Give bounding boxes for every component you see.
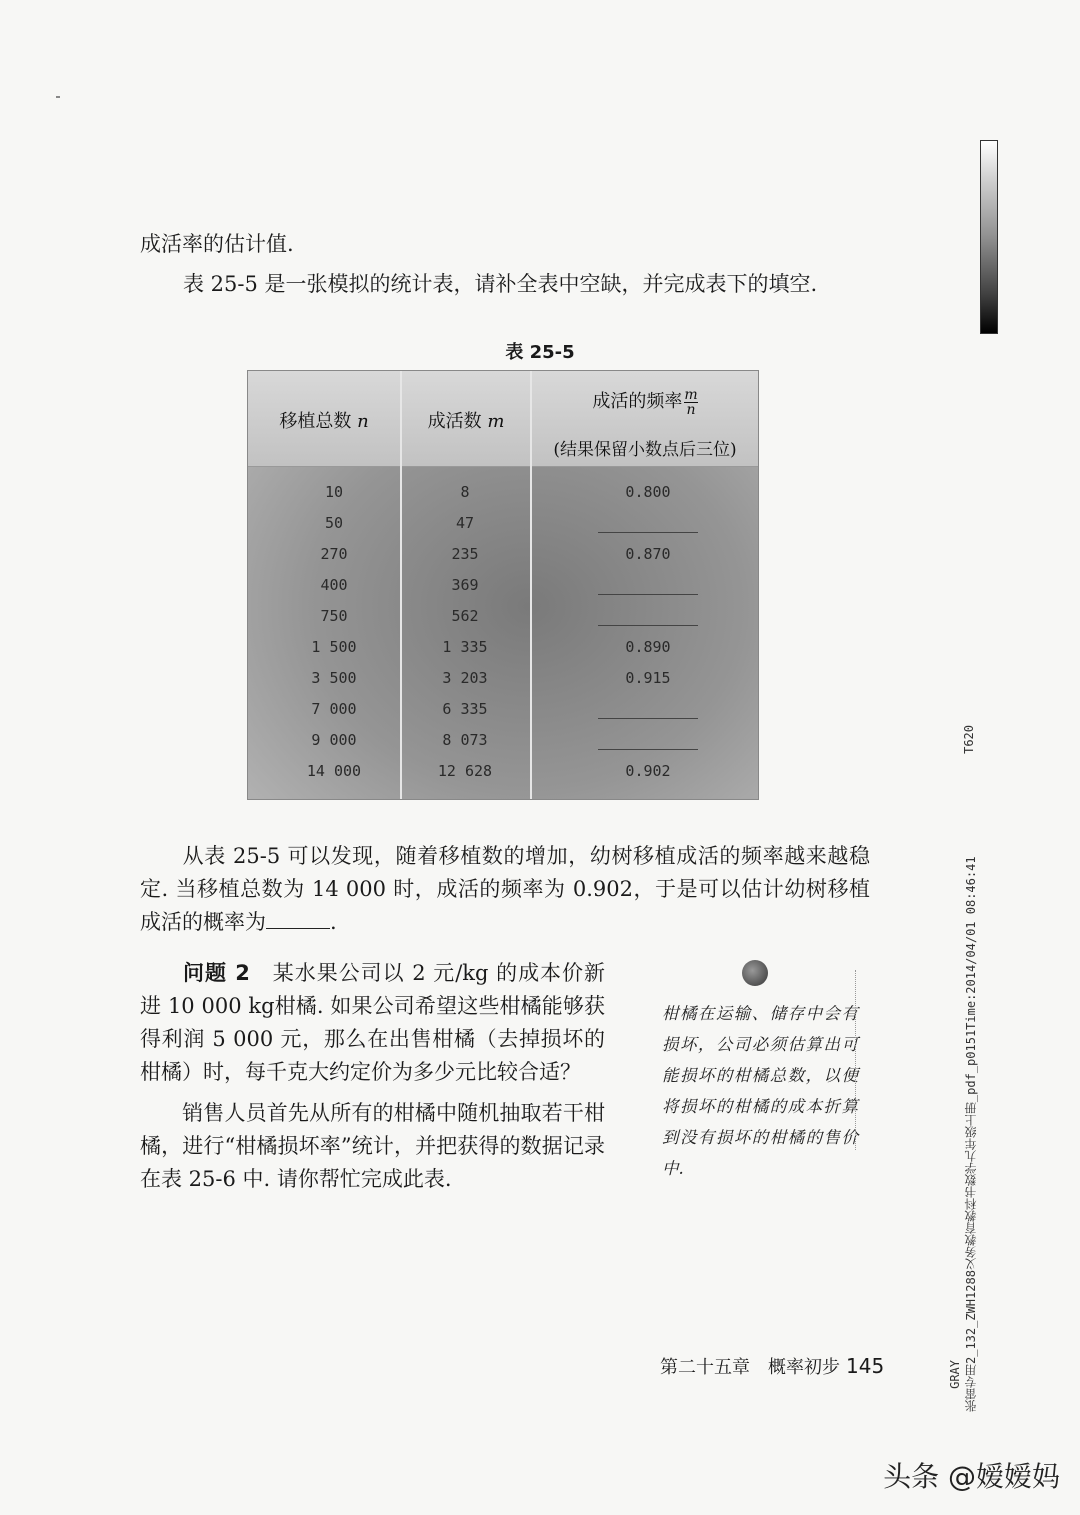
cell-survived: 235 [451, 545, 479, 563]
margin-scan-info: 张雷专用2_132_ZWH1288义务教育教科书数学九年级上册_pdf_p0151Time:2014/04/01 08:46:41 [964, 856, 978, 1412]
problem-label: 问题 2 [182, 961, 250, 985]
scan-speck [56, 96, 60, 98]
cell-total: 400 [320, 576, 348, 594]
frequency-blank[interactable] [598, 749, 698, 750]
note-border [855, 970, 857, 1150]
margin-note [650, 960, 860, 1200]
cell-total: 50 [324, 514, 344, 532]
cell-total: 14 000 [306, 762, 362, 780]
intro-line-2: 表 25-5 是一张模拟的统计表，请补全表中空缺，并完成表下的填空. [183, 272, 818, 296]
cell-survived: 8 073 [442, 731, 488, 749]
grayscale-calibration-strip [980, 140, 998, 334]
cell-survived: 47 [455, 514, 475, 532]
margin-gray-label: GRAY [948, 1360, 962, 1389]
cell-total: 7 000 [311, 700, 357, 718]
note-icon [742, 960, 768, 986]
cell-frequency: 0.890 [625, 638, 671, 656]
header-total: 移植总数 n [279, 411, 369, 432]
cell-survived: 12 628 [437, 762, 493, 780]
cell-total: 270 [320, 545, 348, 563]
cell-total: 750 [320, 607, 348, 625]
cell-survived: 1 335 [442, 638, 488, 656]
frequency-blank[interactable] [598, 594, 698, 595]
intro-line-1: 成活率的估计值. [140, 232, 294, 256]
watermark: 头条 @嫒嫒妈 [883, 1460, 1060, 1493]
cell-frequency: 0.800 [625, 483, 671, 501]
frequency-table [247, 370, 759, 800]
answer-blank[interactable] [266, 906, 330, 929]
cell-frequency: 0.902 [625, 762, 671, 780]
problem-2-paragraph: 问题 2 某水果公司以 2 元/kg 的成本价新进 10 000 kg柑橘. 如果公司希望这些柑橘能够获得利润 5 000 元，那么在出售柑橘（去掉损坏的柑橘）时，每千克大约定价为多少元比较合适？ [140, 961, 605, 1084]
frequency-blank[interactable] [598, 718, 698, 719]
margin-code-t620: T620 [962, 725, 976, 754]
header-survived: 成活数 m [427, 411, 505, 432]
page-number: 145 [846, 1354, 885, 1378]
margin-note-text: 柑橘在运输、储存中会有损坏，公司必须估算出可能损坏的柑橘总数，以便将损坏的柑橘的成本折算到没有损坏的柑橘的售价中. [662, 1004, 858, 1178]
cell-total: 3 500 [311, 669, 357, 687]
cell-total: 1 500 [311, 638, 357, 656]
cell-frequency: 0.915 [625, 669, 671, 687]
fraction-m-over-n: $\frac{m}{n}$ [684, 386, 698, 418]
cell-survived: 8 [460, 483, 470, 501]
conclusion-paragraph: 从表 25-5 可以发现，随着移植数的增加，幼树移植成活的频率越来越稳定. 当移植总数为 14 000 时，成活的频率为 0.902，于是可以估计幼树移植成活的概率为 . [140, 844, 870, 934]
table-title: 表 25-5 [505, 342, 575, 363]
page-footer [660, 1353, 884, 1379]
frequency-blank[interactable] [598, 532, 698, 533]
cell-survived: 369 [451, 576, 479, 594]
sales-paragraph: 销售人员首先从所有的柑橘中随机抽取若干柑橘，进行“柑橘损坏率”统计，并把获得的数据记录在表 25-6 中. 请你帮忙完成此表. [140, 1101, 605, 1191]
frequency-blank[interactable] [598, 625, 698, 626]
cell-survived: 562 [451, 607, 479, 625]
cell-survived: 6 335 [442, 700, 488, 718]
cell-total: 9 000 [311, 731, 357, 749]
cell-survived: 3 203 [442, 669, 488, 687]
cell-frequency: 0.870 [625, 545, 671, 563]
chapter-title: 第二十五章 概率初步 [660, 1357, 840, 1378]
header-frequency-note: (结果保留小数点后三位) [553, 440, 737, 460]
header-frequency: 成活的频率 $\frac{m}{n}$ [592, 386, 698, 418]
cell-total: 10 [324, 483, 344, 501]
